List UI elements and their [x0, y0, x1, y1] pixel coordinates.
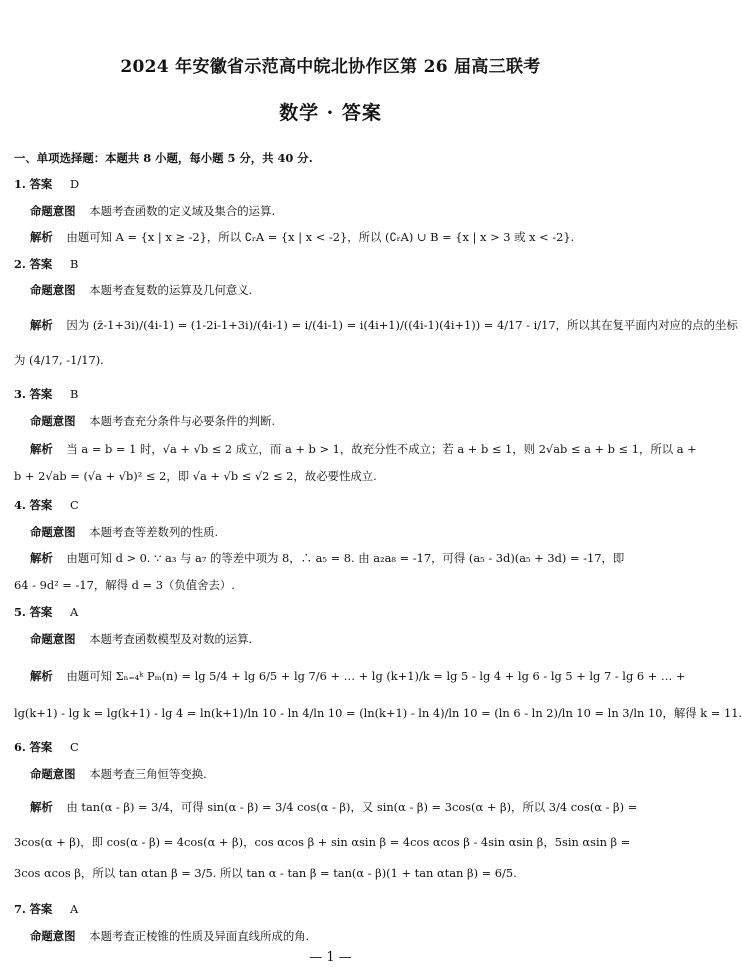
q3-analysis-row [30, 439, 697, 459]
q6-analysis-cont-1: 3cos(α + β)，即 cos(α - β) = 4cos(α + β)，cos αcos β + sin αsin β = 4cos αcos β - 4sin αsin β，5sin αsin β = [14, 835, 631, 849]
q7-number: 7. [14, 902, 26, 916]
q3-number: 3. [14, 387, 26, 401]
q5-number: 5. [14, 605, 26, 619]
q5-analysis-row [30, 666, 686, 686]
q7-answer-value: A [69, 902, 79, 916]
q5-intent-row [30, 629, 650, 649]
q5-analysis-text-1: 由题可知 Σₙ₌₄ᵏ Pₘ(n) = lg 5/4 + lg 6/5 + lg 7/6 + … + lg (k+1)/k = lg 5 - lg 4 + lg 6 - lg 5 + lg 7 - lg 6 + … + [66, 669, 686, 683]
q7-intent-label: 命题意图 [30, 929, 76, 943]
q4-intent-row [30, 522, 650, 542]
q4-analysis-cont: 64 - 9d² = -17，解得 d = 3（负值舍去）. [14, 578, 235, 592]
q3-answer-row [14, 384, 650, 404]
q6-analysis-text-1: 由 tan(α - β) = 3/4，可得 sin(α - β) = 3/4 cos(α - β)，又 sin(α - β) = 3cos(α + β)，所以 3/4 cos(α - β) = [66, 800, 638, 814]
q7-answer-label: 答案 [29, 902, 53, 916]
q6-analysis-label: 解析 [30, 800, 53, 814]
q2-analysis-text-1: 因为 (z̄-1+3i)/(4i-1) = (1-2i-1+3i)/(4i-1) = i/(4i-1) = i(4i+1)/((4i-1)(4i+1)) = 4/17 - i/17，所以其在复平面内对应的点的坐标 [66, 318, 738, 332]
q6-analysis-row [30, 797, 650, 817]
q4-intent-label: 命题意图 [30, 525, 76, 539]
q3-analysis-label: 解析 [30, 442, 53, 456]
q5-intent-text: 本题考查函数模型及对数的运算. [89, 632, 253, 646]
q2-answer-label: 答案 [29, 257, 53, 271]
q6-answer-label: 答案 [29, 740, 53, 754]
q1-analysis-label: 解析 [30, 230, 53, 244]
q3-analysis-text-1: 当 a = b = 1 时，√a + √b ≤ 2 成立，而 a + b > 1，故充分性不成立；若 a + b ≤ 1，则 2√ab ≤ a + b ≤ 1，所以 a + [66, 442, 697, 456]
q1-number: 1. [14, 177, 26, 191]
q5-analysis-cont: lg(k+1) - lg k = lg(k+1) - lg 4 = ln(k+1)/ln 10 - ln 4/ln 10 = (ln(k+1) - ln 4)/ln 10 = (ln 6 - ln 2)/ln 10 = ln 3/ln 10，解得 k = 11. [14, 706, 742, 720]
q1-analysis-row [30, 227, 650, 247]
q2-intent-row [30, 280, 650, 300]
q2-analysis-label: 解析 [30, 318, 53, 332]
q2-analysis-cont: 为 (4/17, -1/17). [14, 353, 104, 367]
q1-answer-row [14, 174, 650, 194]
q1-intent-label: 命题意图 [30, 204, 76, 218]
q1-intent-text: 本题考查函数的定义域及集合的运算. [89, 204, 276, 218]
q3-analysis-cont: b + 2√ab = (√a + √b)² ≤ 2，即 √a + √b ≤ √2 ≤ 2，故必要性成立. [14, 469, 377, 483]
q5-answer-value: A [69, 605, 79, 619]
q6-intent-label: 命题意图 [30, 767, 76, 781]
q2-analysis-row [30, 315, 738, 335]
q5-intent-label: 命题意图 [30, 632, 76, 646]
q7-answer-row [14, 899, 650, 919]
q7-intent-text: 本题考查正棱锥的性质及异面直线所成的角. [89, 929, 310, 943]
q1-answer-value: D [69, 177, 80, 191]
section-heading: 一、单项选择题：本题共 8 小题，每小题 5 分，共 40 分. [14, 151, 313, 165]
q4-answer-row [14, 495, 650, 515]
q6-analysis-cont-2: 3cos αcos β，所以 tan αtan β = 3/5. 所以 tan α - tan β = tan(α - β)(1 + tan αtan β) = 6/5. [14, 866, 517, 880]
q5-analysis-label: 解析 [30, 669, 53, 683]
q2-answer-value: B [69, 257, 79, 271]
q7-intent-row [30, 926, 650, 946]
q2-intent-label: 命题意图 [30, 283, 76, 297]
q4-answer-label: 答案 [29, 498, 53, 512]
q3-intent-row [30, 411, 650, 431]
q5-answer-row [14, 602, 650, 622]
q3-answer-label: 答案 [29, 387, 53, 401]
document-title: 2024 年安徽省示范高中皖北协作区第 26 届高三联考 [120, 57, 541, 77]
q2-intent-text: 本题考查复数的运算及几何意义. [89, 283, 253, 297]
q2-number: 2. [14, 257, 26, 271]
q3-intent-text: 本题考查充分条件与必要条件的判断. [89, 414, 276, 428]
q3-intent-label: 命题意图 [30, 414, 76, 428]
q4-number: 4. [14, 498, 26, 512]
q1-analysis-text: 由题可知 A = {x | x ≥ -2}，所以 ∁ᵣA = {x | x < -2}，所以 (∁ᵣA) ∪ B = {x | x > 3 或 x < -2}. [66, 230, 575, 244]
document-subtitle: 数学 · 答案 [279, 102, 382, 124]
q6-intent-row [30, 764, 650, 784]
q5-answer-label: 答案 [29, 605, 53, 619]
q6-intent-text: 本题考查三角恒等变换. [89, 767, 207, 781]
q4-analysis-row [30, 548, 650, 568]
page-number: — 1 — [309, 950, 352, 965]
q1-intent-row [30, 201, 650, 221]
q4-analysis-label: 解析 [30, 551, 53, 565]
q2-answer-row [14, 254, 650, 274]
q4-answer-value: C [69, 498, 79, 512]
q6-answer-row [14, 737, 650, 757]
q3-answer-value: B [69, 387, 79, 401]
q4-analysis-text-1: 由题可知 d > 0. ∵ a₃ 与 a₇ 的等差中项为 8，∴ a₅ = 8. 由 a₂a₈ = -17，可得 (a₅ - 3d)(a₅ + 3d) = -17，即 [66, 551, 625, 565]
q6-number: 6. [14, 740, 26, 754]
q6-answer-value: C [69, 740, 79, 754]
q1-answer-label: 答案 [29, 177, 53, 191]
q4-intent-text: 本题考查等差数列的性质. [89, 525, 219, 539]
